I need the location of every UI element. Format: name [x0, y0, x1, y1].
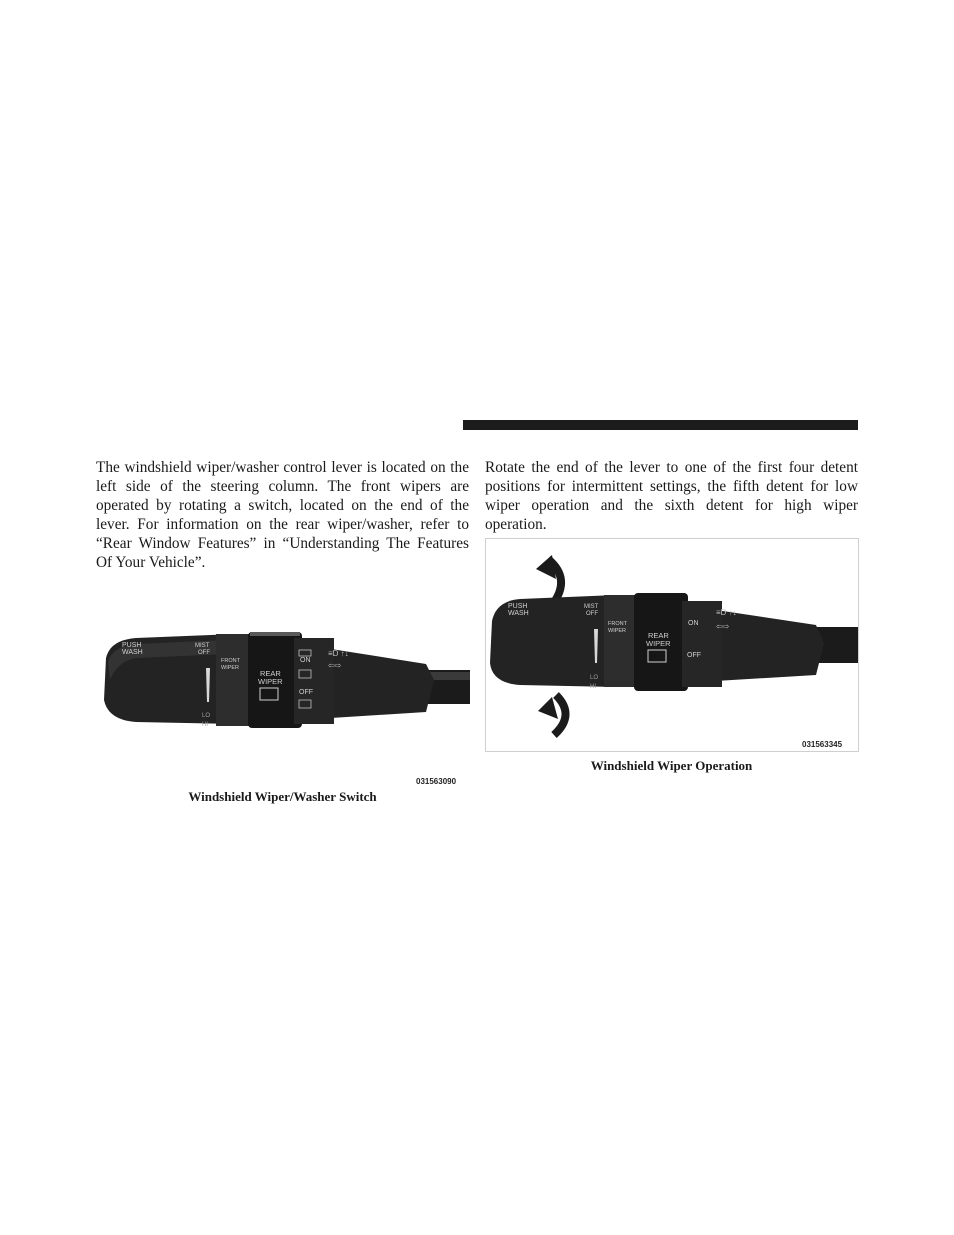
on-label: ON: [688, 620, 699, 627]
wash-label: WASH: [122, 649, 143, 656]
right-figure-caption: Windshield Wiper Operation: [590, 758, 753, 773]
off-label: OFF: [687, 652, 701, 659]
off-label: OFF: [299, 689, 313, 696]
front-wiper-label: WIPER: [608, 628, 627, 634]
wiper-washer-switch-figure: [96, 620, 470, 788]
rotate-down-arrow-icon: [538, 697, 558, 719]
wiper-operation-figure: [485, 538, 859, 752]
rear-wiper-label: WIPER: [646, 639, 671, 648]
lo-label: LO: [590, 675, 599, 681]
left-figure-code: 031563090: [416, 777, 457, 786]
push-label: PUSH: [508, 603, 528, 610]
rear-label: REAR: [648, 631, 669, 640]
push-label: PUSH: [122, 642, 142, 649]
wash-label: WASH: [508, 610, 529, 617]
mist-off-label: OFF: [198, 650, 210, 656]
rear-wiper-label: WIPER: [258, 677, 283, 686]
right-paragraph: Rotate the end of the lever to one of the first four detent positions for intermittent settings, the fifth detent for low wiper operation and the sixth detent for high wiper operation.: [485, 459, 858, 533]
hi-label: HI: [202, 722, 208, 728]
mist-off-label: OFF: [586, 611, 598, 617]
right-figure-code: 031563345: [802, 740, 843, 749]
wiper-rotation-illustration: [486, 539, 858, 751]
turn-signal-icon: ⇦⇨: [716, 622, 730, 631]
mist-label: MIST: [195, 643, 210, 649]
left-figure-caption: Windshield Wiper/Washer Switch: [188, 789, 377, 804]
front-wiper-label: WIPER: [221, 665, 240, 671]
turn-signal-icon: ⇦⇨: [328, 661, 342, 670]
lo-label: LO: [202, 713, 211, 719]
rear-label: REAR: [260, 669, 281, 678]
section-header-rule: [463, 420, 858, 430]
front-label: FRONT: [221, 658, 240, 664]
on-label: ON: [300, 657, 311, 664]
headlamp-icon: ≡D ↑↓: [328, 649, 349, 658]
mist-label: MIST: [584, 604, 599, 610]
hi-label: HI: [590, 684, 596, 690]
left-paragraph: The windshield wiper/washer control lever is located on the left side of the steering column. The front wipers are operated by rotating a switch, located on the end of the lever. For information on the rear wiper/washer, refer to “Rear Window Features” in “Understanding The Features Of Your Vehicle”.: [96, 459, 469, 571]
headlamp-icon: ≡D ↑↓: [716, 608, 737, 617]
wiper-lever-illustration: [96, 620, 470, 788]
front-label: FRONT: [608, 621, 627, 627]
